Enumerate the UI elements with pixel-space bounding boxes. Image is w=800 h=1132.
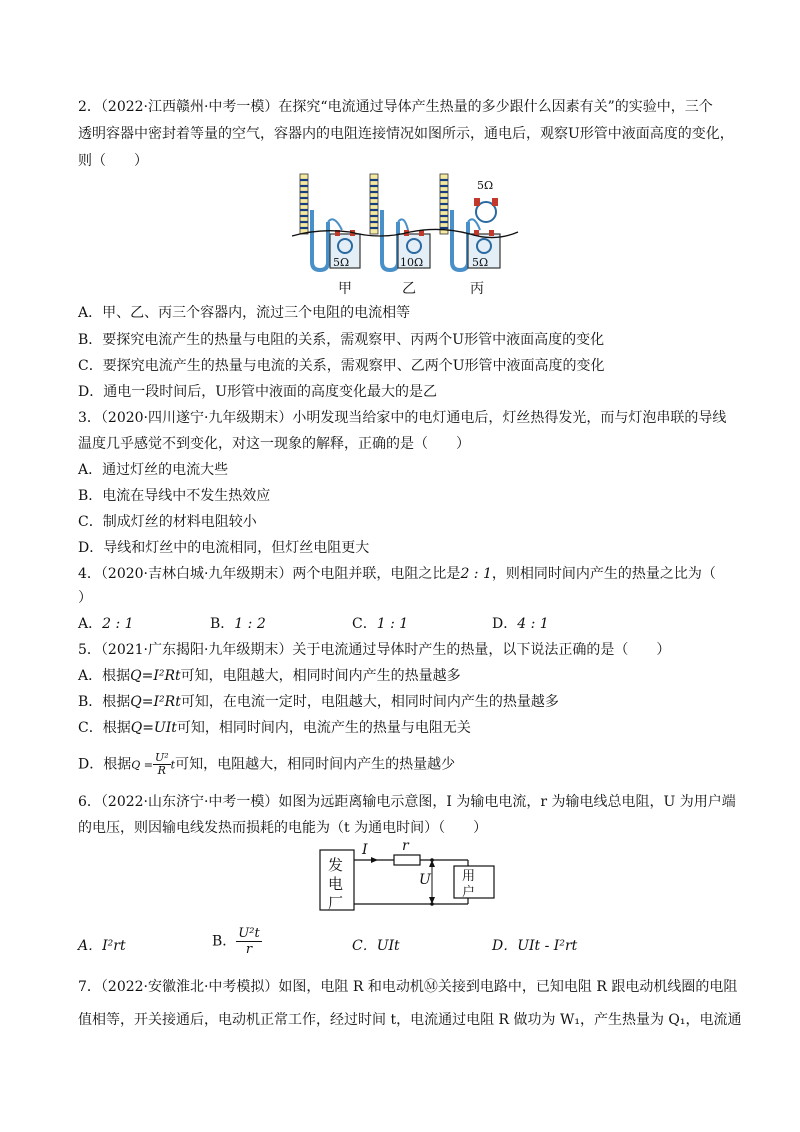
q4-option-b-label: B．	[210, 616, 235, 632]
q5-option-b	[78, 692, 559, 712]
q4-option-b-value: 1 : 2	[234, 616, 266, 632]
q2-option-d: D．通电一段时间后，U形管中液面的高度变化最大的是乙	[78, 384, 438, 400]
container-name-jia: 甲	[338, 281, 352, 297]
q5-d-pre: D．根据	[78, 756, 132, 773]
q3-stem-line1: 3．（2020·四川遂宁·九年级期末）小明发现当给家中的电灯通电后，灯丝热得发光，而与灯泡串联的导线	[78, 410, 727, 426]
user-char-1: 用	[462, 869, 476, 884]
external-resistor-loop	[474, 198, 498, 222]
q5-option-a	[78, 666, 461, 686]
q5-c-formula: Q=UIt	[130, 720, 177, 736]
resistor-label-top: 5Ω	[477, 179, 494, 192]
q4-option-b	[210, 614, 266, 634]
q5-d-denominator: R	[157, 764, 166, 777]
q6-stem-line2: 的电压，则因输电线发热而损耗的电能为（t 为通电时间）（ ）	[78, 820, 488, 836]
q4-stem-line1	[78, 564, 716, 584]
voltage-label: U	[419, 872, 431, 888]
line-resistor	[394, 855, 420, 865]
resistor-label: r	[402, 838, 409, 854]
q2-option-c: C．要探究电流产生的热量与电流的关系，需观察甲、乙两个U形管中液面高度的变化	[78, 358, 605, 374]
q6-option-d: D．UIt - I²rt	[492, 938, 578, 954]
q7-stem-line1: 7．（2022·安徽淮北·中考模拟）如图，电阻 R 和电动机Ⓜ关接到电路中，已知电阻 R 跟电动机线圈的电阻	[78, 979, 738, 995]
q6-option-b-label: B．	[212, 933, 237, 950]
q5-c-post: 可知，相同时间内，电流产生的热量与电阻无关	[176, 720, 471, 736]
q2-stem-line3: 则（ ）	[78, 153, 148, 169]
q2-stem-line2: 透明容器中密封着等量的空气，容器内的电阻连接情况如图所示，通电后，观察U形管中液面高度的变化，	[78, 126, 734, 142]
q6-b-numerator: U²t	[238, 926, 260, 941]
resistor-label-jia: 5Ω	[333, 256, 350, 269]
q6-option-a: A．I²rt	[78, 938, 126, 954]
container-name-yi: 乙	[402, 281, 416, 297]
q4-option-c	[352, 614, 408, 634]
q3-option-d: D．导线和灯丝中的电流相同，但灯丝电阻更大	[78, 540, 370, 556]
q4-stem-text-a: 4．（2020·吉林白城·九年级期末）两个电阻并联，电阻之比是	[78, 566, 461, 582]
resistor-label-bing: 5Ω	[472, 256, 489, 269]
q5-d-fraction	[153, 752, 171, 777]
container-name-bing: 丙	[470, 281, 484, 297]
q5-d-q: Q =	[131, 758, 153, 772]
q4-option-a	[78, 614, 134, 634]
plant-char-3: 厂	[328, 894, 344, 912]
q5-a-post: 可知，电阻越大，相同时间内产生的热量越多	[180, 668, 461, 684]
scale-ruler-bing	[440, 174, 448, 234]
q3-stem-line2: 温度几乎感觉不到变化，对这一现象的解释，正确的是（ ）	[78, 436, 470, 452]
q4-option-a-label: A．	[78, 616, 103, 632]
plant-char-2: 电	[328, 875, 344, 893]
q4-option-c-value: 1 : 1	[376, 616, 409, 632]
q6-option-b	[212, 926, 262, 957]
plant-char-1: 发	[328, 856, 344, 874]
q4-option-a-value: 2 : 1	[102, 616, 134, 632]
q4-option-d	[492, 614, 549, 634]
q2-option-a: A．甲、乙、丙三个容器内，流过三个电阻的电流相等	[78, 305, 411, 321]
q5-b-formula: Q=I²Rt	[130, 694, 181, 710]
connector-tubes	[328, 219, 480, 230]
q5-d-numerator: U²	[154, 751, 169, 764]
scale-ruler-yi	[370, 174, 378, 234]
q6-b-denominator: r	[245, 942, 253, 957]
q4-option-c-label: C．	[352, 616, 377, 632]
q5-d-t: t	[170, 758, 176, 772]
q2-stem-line1: 2．（2022·江西赣州·中考一模）在探究“电流通过导体产生热量的多少跟什么因素有关”的实验中，三个	[78, 99, 713, 115]
q4-option-d-value: 4 : 1	[517, 616, 549, 632]
q5-b-post: 可知，在电流一定时，电阻越大，相同时间内产生的热量越多	[180, 694, 559, 710]
q5-b-pre: B．根据	[78, 694, 131, 710]
q5-stem: 5．（2021·广东揭阳·九年级期末）关于电流通过导体时产生的热量，以下说法正确的是（ ）	[78, 642, 671, 658]
q5-a-pre: A．根据	[78, 668, 131, 684]
q3-option-a: A．通过灯丝的电流大些	[78, 462, 229, 478]
q4-option-d-label: D．	[492, 616, 518, 632]
q6-stem-line1: 6．（2022·山东济宁·中考一模）如图为远距离输电示意图，I 为输电电流，r 为输电线总电阻，U 为用户端	[78, 794, 736, 810]
q5-c-pre: C．根据	[78, 720, 131, 736]
scale-ruler-jia	[300, 174, 308, 234]
q2-experiment-figure	[290, 170, 520, 300]
q5-a-formula: Q=I²Rt	[130, 668, 181, 684]
q2-option-b: B．要探究电流产生的热量与电阻的关系，需观察甲、丙两个U形管中液面高度的变化	[78, 332, 605, 348]
q3-option-b: B．电流在导线中不发生热效应	[78, 488, 271, 504]
q4-ratio: 2 : 1	[460, 566, 492, 582]
q4-stem-line2: ）	[78, 590, 92, 606]
current-arrow-icon	[371, 857, 378, 863]
q5-option-c	[78, 718, 471, 738]
resistor-label-yi: 10Ω	[400, 256, 424, 269]
current-label: I	[362, 842, 368, 858]
q6-option-b-fraction	[236, 926, 261, 957]
q4-stem-text-b: ，则相同时间内产生的热量之比为（	[491, 566, 716, 582]
q5-d-post: 可知，电阻越大，相同时间内产生的热量越少	[175, 756, 456, 773]
q3-option-c: C．制成灯丝的材料电阻较小	[78, 514, 257, 530]
q5-option-d	[78, 752, 455, 777]
q6-transmission-figure	[318, 840, 498, 916]
q6-option-c: C．UIt	[352, 938, 400, 954]
q7-stem-line2: 值相等，开关接通后，电动机正常工作，经过时间 t，电流通过电阻 R 做功为 W₁，产生热量为 Q₁，电流通	[78, 1012, 742, 1028]
user-char-2: 户	[462, 885, 476, 900]
